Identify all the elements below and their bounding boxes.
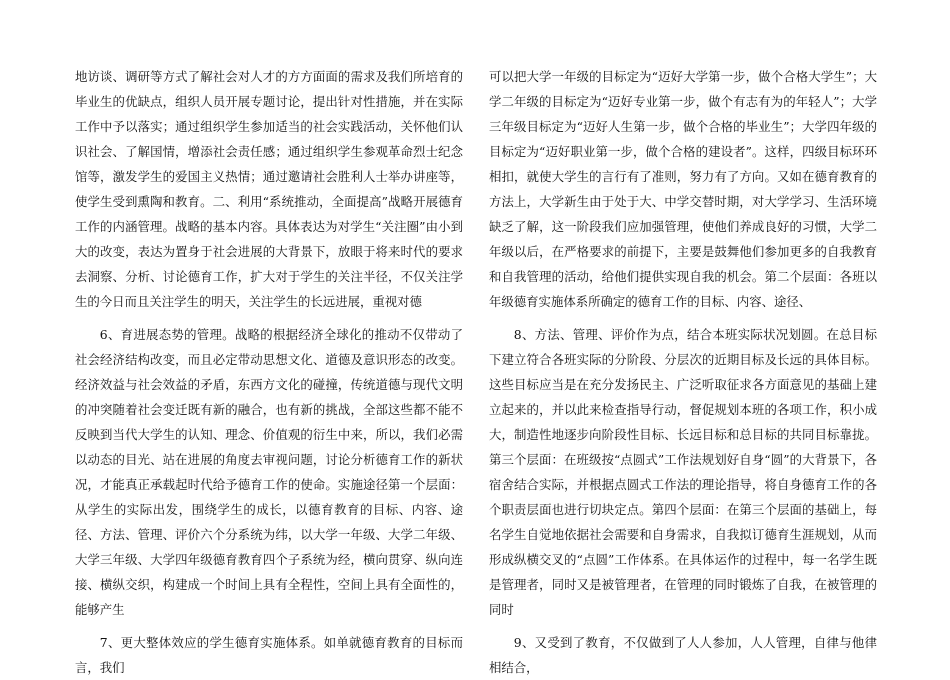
paragraph-8: 8、方法、管理、评价作为点，结合本班实际状况划圆。在总目标下建立符合各班实际的分阶段、分层次的近期目标及长远的具体目标。这些目标应当是在充分发扬民主、广泛听取征求各方面意见的基础上建立起来的，并以此来检查指导行动，督促规划本班的各项工作，积小成大，制造性地逐步向阶段性目标、长远目标和总目标的共同目标靠拢。第三个层面：在班级按“点圆式”工作法规划好自身“圆”的大背景下，各宿舍结合实际，并根据点圆式工作法的理论指导，将自身德育工作的各个职责层面也进行切块定点。第四个层面：在第三个层面的基础上，每名学生自觉地依据社会需要和自身需求，自我拟订德育生涯规划，从而形成纵横交叉的“点圆”工作体系。在具体运作的过程中，每一名学生既是管理者，同时又是被管理者，在管理的同时锻炼了自我，在被管理的同时	[489, 327, 877, 617]
paragraph-6: 6、育进展态势的管理。战略的根据经济全球化的推动不仅带动了社会经济结构改变，而且必定带动思想文化、道德及意识形态的改变。经济效益与社会效益的矛盾，东西方文化的碰撞，传统道德与现代文明的冲突随着社会变迁既有新的融合，也有新的挑战，全部这些都不能不反映到当代大学生的认知、理念、价值观的衍生中来，所以，我们必需以动态的目光、站在进展的角度去审视问题，讨论分析德育工作的新状况，才能真正承载起时代给予德育工作的使命。实施途径第一个层面：从学生的实际出发，围绕学生的成长，以德育教育的目标、内容、途径、方法、管理、评价六个分系统为纬，以大学一年级、大学二年级、大学三年级、大学四年级德育教育四个子系统为经，横向贯穿、纵向连接、横纵交织，构建成一个时间上具有全程性，空间上具有全面性的，能够产生	[75, 327, 463, 617]
paragraph-9: 9、又受到了教育，不仅做到了人人参加，人人管理，自律与他律相结合，	[489, 635, 877, 675]
left-text-column	[75, 64, 463, 680]
paragraph-7: 7、更大整体效应的学生德育实施体系。如单就德育教育的目标而言，我们	[75, 635, 463, 675]
paragraph: 可以把大学一年级的目标定为“迈好大学第一步，做个合格大学生”；大学二年级的目标定为“迈好专业第一步，做个有志有为的年轻人”；大学三年级目标定为“迈好人生第一步，做个合格的毕业生”；大学四年级的目标定为“迈好职业第一步，做个合格的建设者”。这样，四级目标环环相扣，就使大学生的言行有了准则，努力有了方向。又如在德育教育的方法上，大学新生由于处于大、中学交替时期，对大学学习、生活环境缺乏了解，这一阶段我们应加强管理，使他们养成良好的习惯，大学二年级以后，在严格要求的前提下，主要是鼓舞他们参加更多的自我教育和自我管理的活动，给他们提供实现自我的机会。第二个层面：各班以年级德育实施体系所确定的德育工作的目标、内容、途径、	[489, 69, 877, 309]
paragraph: 地访谈、调研等方式了解社会对人才的方方面面的需求及我们所培育的毕业生的优缺点，组织人员开展专题讨论，提出针对性措施，并在实际工作中予以落实；通过组织学生参加适当的社会实践活动，关怀他们认识社会、了解国情，增添社会责任感；通过组织学生参观革命烈士纪念馆等，激发学生的爱国主义热情；通过邀请社会胜利人士举办讲座等，使学生受到熏陶和教育。二、利用“系统推动，全面提高”战略开展德育工作的内涵管理。战略的基本内容。具体表达为对学生“关注圈”由小到大的改变，表达为置身于社会进展的大背景下，放眼于将来时代的要求去洞察、分析、讨论德育工作，扩大对于学生的关注半径，不仅关注学生的今日而且关注学生的明天，关注学生的长远进展，重视对德	[75, 69, 463, 309]
right-text-column	[489, 64, 877, 680]
